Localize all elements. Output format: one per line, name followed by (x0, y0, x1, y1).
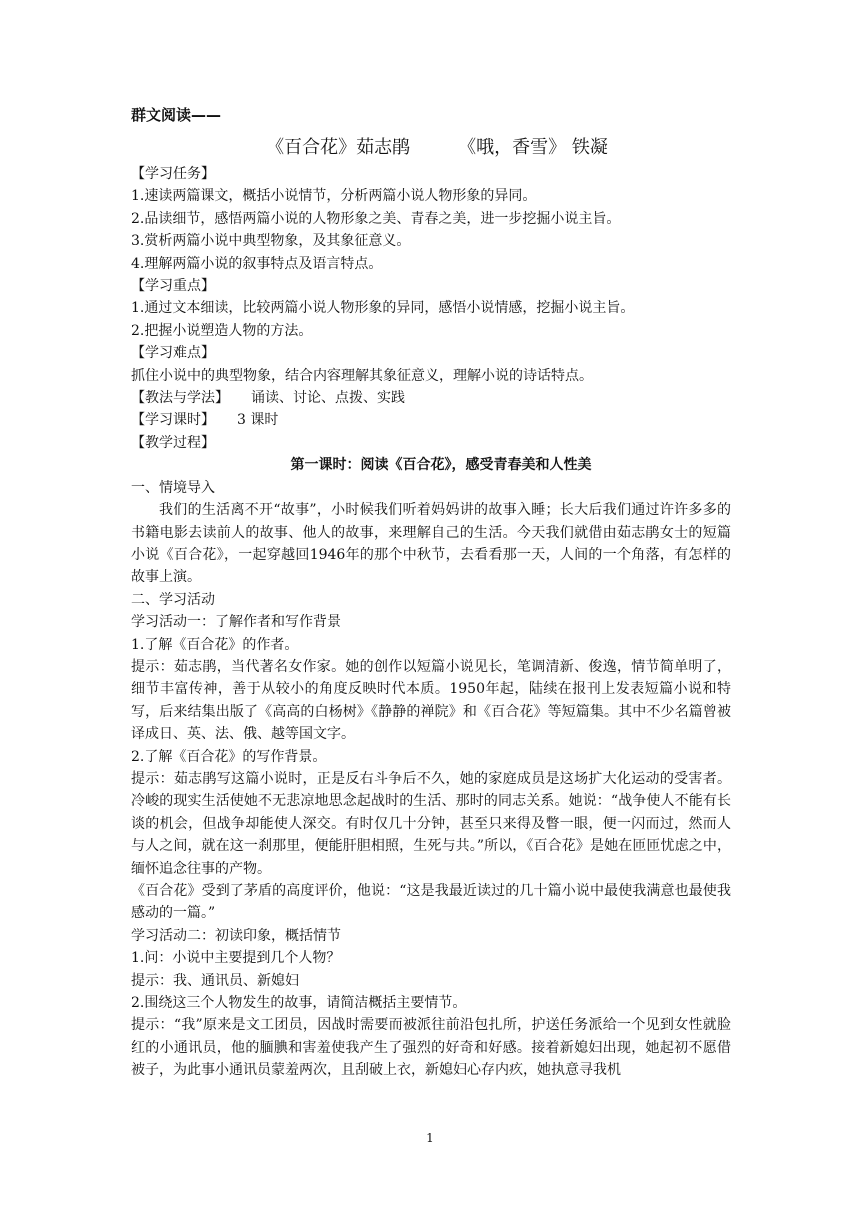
key-point-item: 2.把握小说塑造人物的方法。 (131, 322, 313, 339)
hours-heading: 【学习课时】 (131, 412, 215, 429)
page-title: 群文阅读—— (131, 106, 222, 124)
tasks-heading: 【学习任务】 (131, 166, 215, 182)
question-4: 2.围绕这三个人物发生的故事，请简洁概括主要情节。 (131, 995, 467, 1012)
task-item: 3.赏析两篇小说中典型物象，及其象征意义。 (131, 233, 411, 250)
key-points-heading: 【学习重点】 (131, 278, 215, 295)
methods-text: 诵读、讨论、点拨、实践 (251, 390, 405, 407)
answer-4: 提示：“我”原来是文工团员，因战时需要而被派往前沿包扎所，护送任务派给一个见到女性就脸红的小通讯员，他的腼腆和害羞使我产生了强烈的好奇和好感。接着新媳妇出现，她起初不愿借被子，为此事小通讯员蒙羞两次，且刮破上衣，新媳妇心存内疚，她执意寻我机 (131, 1017, 731, 1079)
question-2: 2.了解《百合花》的写作背景。 (131, 748, 327, 765)
key-point-item: 1.通过文本细读，比较两篇小说人物形象的异同，感悟小说情感，挖掘小说主旨。 (131, 300, 635, 317)
task-item: 2.品读细节，感悟两篇小说的人物形象之美、青春之美，进一步挖掘小说主旨。 (131, 210, 621, 227)
subtitle-work-2: 《哦，香雪》 铁凝 (458, 137, 608, 158)
task-item: 1.速读两篇课文，概括小说情节，分析两篇小说人物形象的异同。 (131, 188, 537, 205)
lesson-title: 第一课时：阅读《百合花》，感受青春美和人性美 (290, 457, 592, 474)
subtitle-work-1: 《百合花》茹志鹃 (266, 137, 411, 158)
methods-line (131, 387, 731, 409)
answer-3: 提示：我、通讯员、新媳妇 (131, 972, 299, 989)
hours-line (131, 409, 731, 431)
intro-heading: 一、情境导入 (131, 479, 215, 496)
page-number: 1 (426, 1131, 434, 1145)
activity-2-heading: 学习活动二：初读印象，概括情节 (131, 927, 341, 944)
page-content (131, 103, 731, 1082)
question-3: 1.问：小说中主要提到几个人物？ (131, 950, 341, 967)
answer-1: 提示：茹志鹃，当代著名女作家。她的创作以短篇小说见长，笔调清新、俊逸，情节简单明了，细节丰富传神，善于从较小的角度反映时代本质。1950年起，陆续在报刊上发表短篇小说和特写，后来结集出版了《高高的白杨树》《静静的禅院》和《百合花》等短篇集。其中不少名篇曾被译成日、英、法、俄、越等国文字。 (131, 658, 731, 743)
maodun-comment: 《百合花》受到了茅盾的高度评价，他说：“这是我最近读过的几十篇小说中最使我满意也最使我感动的一篇。” (131, 883, 731, 922)
hours-text: 3 课时 (237, 412, 279, 429)
activity-1-heading: 学习活动一：了解作者和写作背景 (131, 614, 341, 631)
answer-2: 提示：茹志鹃写这篇小说时，正是反右斗争后不久，她的家庭成员是这场扩大化运动的受害者。冷峻的现实生活使她不无悲凉地思念起战时的生活、那时的同志关系。她说：“战争使人不能有长谈的机会，但战争却能使人深交。有时仅几十分钟，甚至只来得及瞥一眼，便一闪而过，然而人与人之间，就在这一刹那里，便能肝胆相照，生死与共。”所以，《百合花》是她在匝匝忧虑之中，缅怀追念往事的产物。 (131, 770, 731, 877)
intro-paragraph: 我们的生活离不开“故事”，小时候我们听着妈妈讲的故事入睡；长大后我们通过许许多多的书籍电影去读前人的故事、他人的故事，来理解自己的生活。今天我们就借由茹志鹃女士的短篇小说《百合花》，一起穿越回1946年的那个中秋节，去看看那一天，人间的一个角落，有怎样的故事上演。 (131, 502, 731, 586)
difficulties-heading: 【学习难点】 (131, 345, 215, 362)
process-heading: 【教学过程】 (131, 434, 215, 451)
question-1: 1.了解《百合花》的作者。 (131, 636, 299, 653)
methods-heading: 【教法与学法】 (131, 390, 229, 407)
subtitle (131, 135, 731, 161)
task-item: 4.理解两篇小说的叙事特点及语言特点。 (131, 255, 383, 272)
activities-heading: 二、学习活动 (131, 591, 215, 608)
difficulties-text: 抓住小说中的典型物象，结合内容理解其象征意义，理解小说的诗话特点。 (131, 367, 593, 384)
